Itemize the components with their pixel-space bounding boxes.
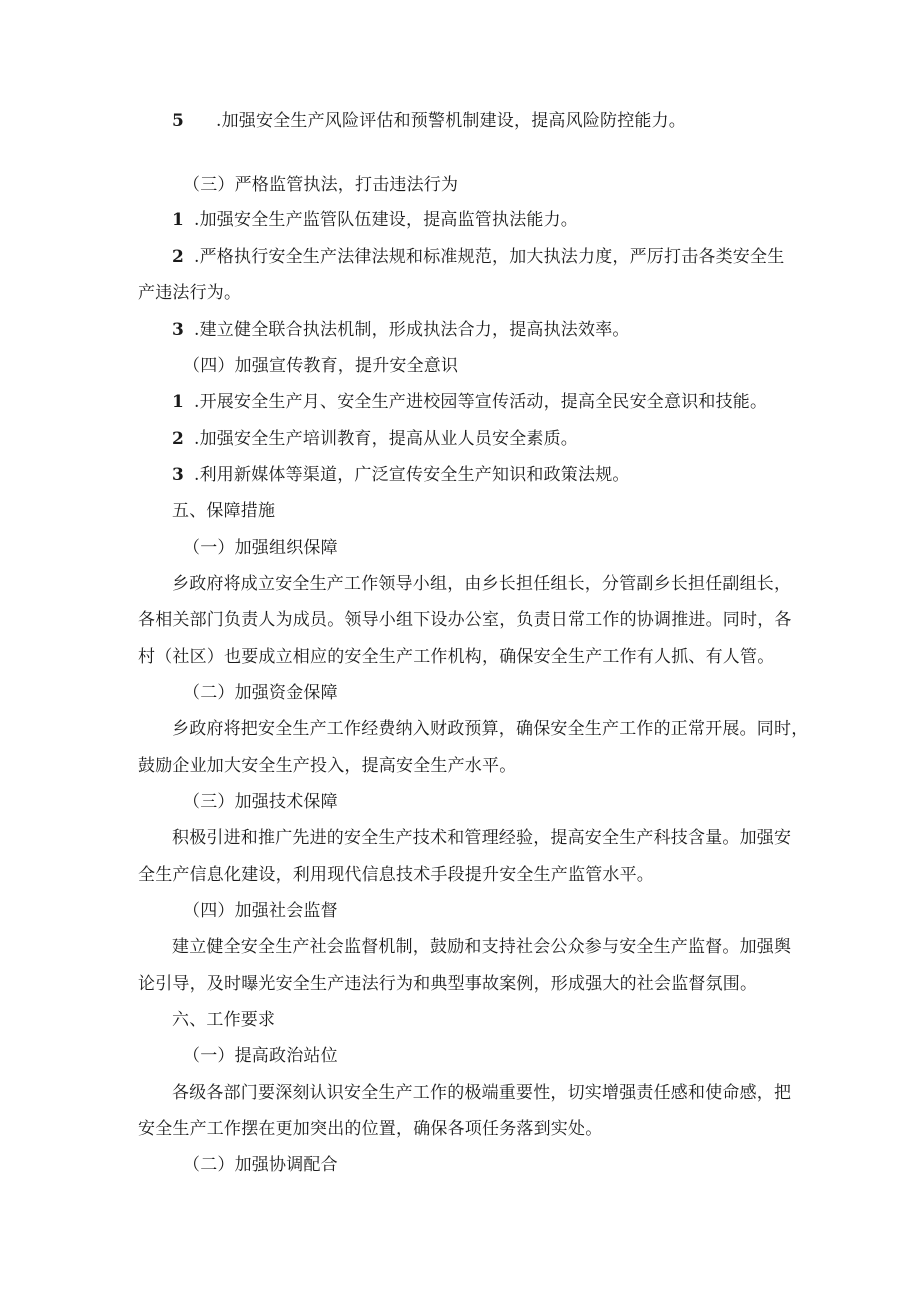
item-text: .严格执行安全生产法律法规和标准规范，加大执法力度，严厉打击各类安全生 (194, 247, 785, 267)
subsection-heading: （三）加强技术保障 (183, 792, 338, 812)
section-heading: 五、保障措施 (172, 501, 276, 521)
body-text-line: 产违法行为。 (138, 283, 242, 303)
subsection-heading: （一）加强组织保障 (183, 538, 338, 558)
list-item (172, 427, 578, 451)
subsection-heading: （四）加强宣传教育，提升安全意识 (183, 356, 459, 376)
item-number: 2 (172, 429, 185, 449)
list-item (172, 390, 767, 414)
body-text-line: 论引导，及时曝光安全生产违法行为和典型事故案例，形成强大的社会监督氛围。 (138, 974, 758, 994)
body-text-line: 鼓励企业加大安全生产投入，提高安全生产水平。 (138, 756, 517, 776)
body-text-line: 村（社区）也要成立相应的安全生产工作机构，确保安全生产工作有人抓、有人管。 (138, 647, 775, 667)
list-item (172, 245, 784, 269)
subsection-heading: （一）提高政治站位 (183, 1046, 338, 1066)
item-number: 5 (172, 111, 185, 131)
body-text-line: 各级各部门要深刻认识安全生产工作的极端重要性，切实增强责任感和使命感，把 (172, 1083, 792, 1103)
item-text: .建立健全联合执法机制，形成执法合力，提高执法效率。 (194, 320, 630, 340)
subsection-heading: （三）严格监管执法，打击违法行为 (183, 175, 459, 195)
section-heading: 六、工作要求 (172, 1010, 276, 1030)
item-number: 1 (172, 392, 185, 412)
subsection-heading: （二）加强协调配合 (183, 1155, 338, 1175)
body-text-line: 建立健全安全生产社会监督机制，鼓励和支持社会公众参与安全生产监督。加强舆 (172, 937, 792, 957)
item-text: .利用新媒体等渠道，广泛宣传安全生产知识和政策法规。 (194, 465, 630, 485)
body-text-line: 积极引进和推广先进的安全生产技术和管理经验，提高安全生产科技含量。加强安 (172, 828, 792, 848)
item-text: .开展安全生产月、安全生产进校园等宣传活动，提高全民安全意识和技能。 (194, 392, 768, 412)
list-item (172, 318, 630, 342)
body-text-line: 各相关部门负责人为成员。领导小组下设办公室，负责日常工作的协调推进。同时，各 (138, 610, 792, 630)
body-text-line: 乡政府将把安全生产工作经费纳入财政预算，确保安全生产工作的正常开展。同时， (172, 719, 809, 739)
item-text: .加强安全生产风险评估和预警机制建设，提高风险防控能力。 (216, 111, 687, 131)
list-item (172, 109, 686, 133)
subsection-heading: （二）加强资金保障 (183, 683, 338, 703)
item-number: 2 (172, 247, 185, 267)
item-number: 3 (172, 465, 185, 485)
list-item (172, 208, 578, 232)
body-text-line: 全生产信息化建设，利用现代信息技术手段提升安全生产监管水平。 (138, 865, 654, 885)
item-number: 3 (172, 320, 185, 340)
item-text: .加强安全生产监管队伍建设，提高监管执法能力。 (194, 210, 579, 230)
subsection-heading: （四）加强社会监督 (183, 901, 338, 921)
item-number: 1 (172, 210, 185, 230)
list-item (172, 463, 630, 487)
body-text-line: 安全生产工作摆在更加突出的位置，确保各项任务落到实处。 (138, 1119, 603, 1139)
body-text-line: 乡政府将成立安全生产工作领导小组，由乡长担任组长，分管副乡长担任副组长， (172, 574, 792, 594)
item-text: .加强安全生产培训教育，提高从业人员安全素质。 (194, 429, 579, 449)
